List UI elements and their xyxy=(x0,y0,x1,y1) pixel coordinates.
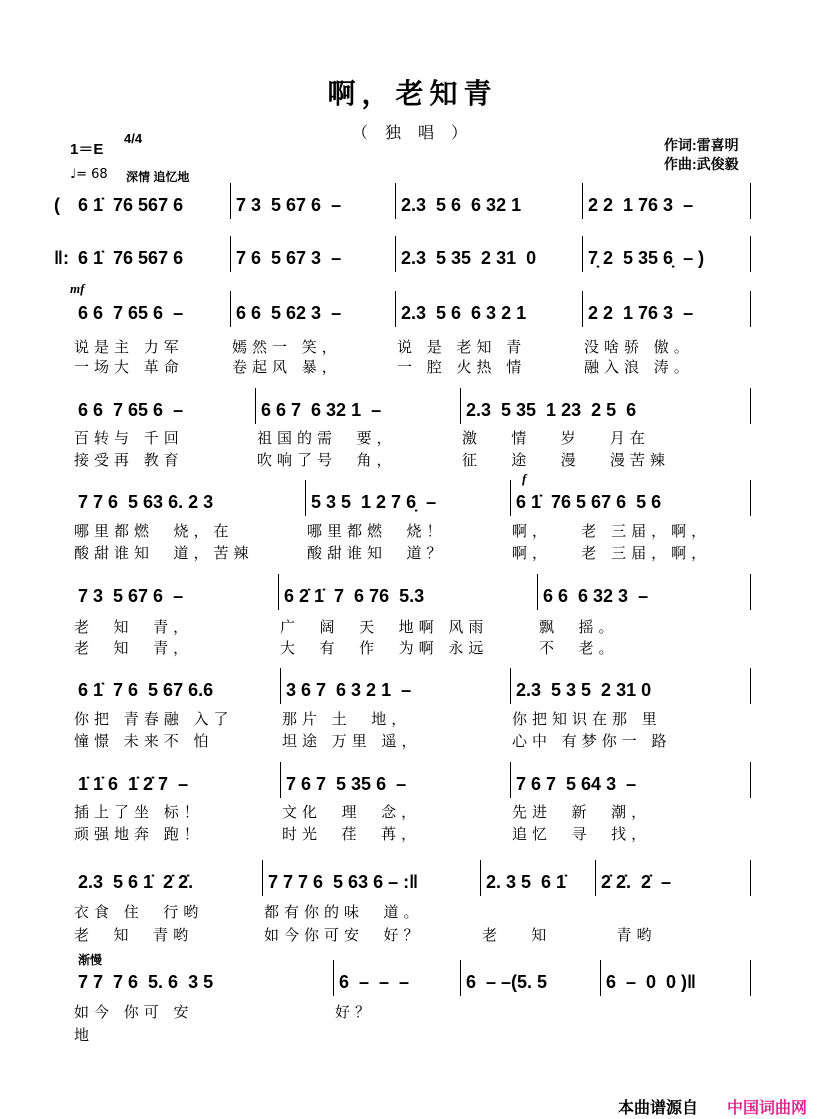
barline xyxy=(750,183,751,219)
barline xyxy=(750,960,751,996)
measure: 2. 3 5 6 1̇ xyxy=(486,872,567,892)
notation-system xyxy=(0,398,825,422)
notation-system xyxy=(0,301,825,325)
measure: 2.3 5 6 6 3 2 1 xyxy=(401,303,527,323)
measure: 7̣ 2 5 35 6̣ – ) xyxy=(588,248,705,268)
measure: 7 7 7 6 5. 6 3 5 xyxy=(78,972,214,992)
ritardando-marking: 渐慢 xyxy=(78,953,103,967)
barline xyxy=(480,860,481,896)
barline xyxy=(537,574,538,610)
measure: 6 6 7 65 6 – xyxy=(78,303,184,323)
lyric-segment: 吹响了号 角， xyxy=(257,451,397,469)
barline xyxy=(305,480,306,516)
site-name-link[interactable]: 中国词曲网 xyxy=(727,1098,808,1117)
measure: 6 1̇ 76 567 6 xyxy=(78,248,184,268)
key-signature: 1＝E xyxy=(70,141,104,158)
lyric-line xyxy=(0,731,825,751)
notation-system xyxy=(0,772,825,796)
barline xyxy=(582,291,583,327)
time-signature xyxy=(124,131,143,146)
lyric-line xyxy=(0,902,825,922)
measure: 6 1̇ 7 6 5 67 6.6 xyxy=(78,680,214,700)
lyric-segment: 飘 摇。 xyxy=(539,618,619,636)
tempo-marking: ♩= 68 xyxy=(70,167,108,182)
measure: 7 3 5 67 6 – xyxy=(236,195,342,215)
barline xyxy=(280,762,281,798)
lyric-segment: 追忆 寻 找， xyxy=(512,825,652,843)
barline xyxy=(262,860,263,896)
time-sig-text: 4/4 xyxy=(124,131,143,146)
barline xyxy=(395,183,396,219)
dynamic-mf: mf xyxy=(70,281,85,296)
lyric-segment: 先进 新 潮， xyxy=(512,803,652,821)
lyric-segment: 征 途 漫 漫苦辣 xyxy=(462,451,670,469)
lyric-segment: 没啥骄 傲。 xyxy=(584,338,694,356)
lyric-line xyxy=(0,450,825,470)
lyric-line xyxy=(0,543,825,563)
lyric-segment: 说 是 老知 青 xyxy=(397,338,527,356)
measure: 3 6 7 6 3 2 1 – xyxy=(286,680,412,700)
lyric-segment: 大 有 作 为啊 永远 xyxy=(280,639,489,657)
lyric-segment: 酸甜谁知 道，苦辣 xyxy=(74,544,254,562)
lyric-segment: 不 老。 xyxy=(539,639,619,657)
barline xyxy=(460,388,461,424)
lyric-segment: 心中 有梦你一 路 xyxy=(512,732,672,750)
lyric-line xyxy=(0,802,825,822)
barline xyxy=(230,183,231,219)
lyricist-credit: 作词:雷喜明 xyxy=(664,137,739,153)
lyric-line xyxy=(0,617,825,637)
lyric-segment: 你把 青春融 入了 xyxy=(74,710,234,728)
lyric-line xyxy=(0,709,825,729)
lyric-segment: 文化 理 念， xyxy=(282,803,422,821)
lyric-segment: 时光 荏 苒， xyxy=(282,825,422,843)
measure: 6 1̇ 76 567 6 xyxy=(78,195,184,215)
lyric-segment: 老 知 青哟 xyxy=(74,926,194,944)
lyric-segment: 好？ xyxy=(335,1003,376,1021)
measure: 2.3 5 3 5 2 31 0 xyxy=(516,680,652,700)
barline xyxy=(750,762,751,798)
lyric-segment: 百转与 千回 xyxy=(74,429,184,447)
measure: 2 2 1 76 3 – xyxy=(588,303,694,323)
barline xyxy=(750,574,751,610)
measure: 7 6 7 5 64 3 – xyxy=(516,774,637,794)
notation-system xyxy=(0,246,825,270)
measure: 1̇ 1̇ 6 1̇ 2̇ 7 – xyxy=(78,774,189,794)
measure: 6 6 7 6 32 1 – xyxy=(261,400,382,420)
lyric-line xyxy=(0,1002,825,1022)
lyric-segment: 你把知识在那 里 xyxy=(512,710,662,728)
barline xyxy=(278,574,279,610)
lyric-line xyxy=(0,638,825,658)
lyric-segment: 都有你的味 道。 xyxy=(264,903,424,921)
barline xyxy=(230,236,231,272)
lyric-segment: 说是主 力军 xyxy=(74,338,184,356)
barline xyxy=(230,291,231,327)
barline xyxy=(510,480,511,516)
system-prefix: ( xyxy=(54,195,60,215)
lyric-line xyxy=(0,521,825,541)
lyric-segment: 如今你可安 好？ xyxy=(264,926,424,944)
barline xyxy=(582,236,583,272)
lyric-segment: 广 阔 天 地啊 风雨 xyxy=(280,618,489,636)
dynamic-f: f xyxy=(522,471,527,486)
barline xyxy=(510,762,511,798)
notation-system xyxy=(0,970,825,994)
barline xyxy=(600,960,601,996)
lyric-segment: 一 腔 火热 情 xyxy=(397,358,527,376)
barline xyxy=(460,960,461,996)
lyric-line xyxy=(0,1025,825,1045)
barline xyxy=(750,388,751,424)
lyric-line xyxy=(0,824,825,844)
lyric-segment: 憧憬 未来不 怕 xyxy=(74,732,214,750)
lyric-line xyxy=(0,337,825,357)
lyric-segment: 哪里都燃 烧，在 xyxy=(74,522,234,540)
expression-marking: 深情 追忆地 xyxy=(126,170,190,184)
lyric-segment: 老 知 青， xyxy=(74,618,194,636)
lyric-segment: 地 xyxy=(74,1026,95,1044)
measure: 2̇ 2̇. 2̇ – xyxy=(601,872,672,892)
source-label: 本曲谱源自 xyxy=(618,1098,699,1117)
lyric-segment: 融入浪 涛。 xyxy=(584,358,694,376)
lyric-segment: 一场大 革命 xyxy=(74,358,184,376)
measure: 6 6 5 62 3 – xyxy=(236,303,342,323)
notation-system xyxy=(0,584,825,608)
lyric-line xyxy=(0,357,825,377)
measure: 2.3 5 35 2 31 0 xyxy=(401,248,537,268)
measure: 7 6 7 5 35 6 – xyxy=(286,774,407,794)
lyric-segment: 顽强地奔 跑！ xyxy=(74,825,204,843)
lyric-segment: 那片 土 地， xyxy=(282,710,412,728)
measure: 7 7 6 5 63 6. 2 3 xyxy=(78,492,214,512)
lyric-segment: 接受再 教育 xyxy=(74,451,184,469)
barline xyxy=(255,388,256,424)
barline xyxy=(595,860,596,896)
lyric-line xyxy=(0,925,825,945)
measure: 2.3 5 6 6 32 1 xyxy=(401,195,522,215)
lyric-segment: 祖国的需 要， xyxy=(257,429,397,447)
composer-credit: 作曲:武俊毅 xyxy=(664,156,739,172)
system-prefix: ‖: xyxy=(54,248,69,268)
barline xyxy=(395,291,396,327)
barline xyxy=(750,480,751,516)
barline xyxy=(750,860,751,896)
lyric-segment: 老 知 xyxy=(482,926,552,944)
measure: 5 3 5 1 2 7 6̣ – xyxy=(311,492,437,512)
lyric-segment: 插上了坐 标！ xyxy=(74,803,204,821)
barline xyxy=(395,236,396,272)
lyric-segment: 坦途 万里 遥， xyxy=(282,732,422,750)
lyric-segment: 老 知 青， xyxy=(74,639,194,657)
lyric-segment: 衣食 住 行哟 xyxy=(74,903,204,921)
barline xyxy=(333,960,334,996)
measure: 2.3 5 35 1 23 2 5 6 xyxy=(466,400,637,420)
lyric-segment: 酸甜谁知 道？ xyxy=(307,544,447,562)
measure: 2 2 1 76 3 – xyxy=(588,195,694,215)
measure: 2.3 5 6 1̇ 2̇ 2̇. xyxy=(78,872,194,892)
measure: 6 6 6 32 3 – xyxy=(543,586,649,606)
measure: 7 7 7 6 5 63 6 – :‖ xyxy=(268,872,419,892)
lyric-segment: 卷起风 暴， xyxy=(232,358,342,376)
measure: 6 – –(5. 5 xyxy=(466,972,548,992)
lyric-line xyxy=(0,428,825,448)
lyric-segment: 如今 你可 安 xyxy=(74,1003,194,1021)
lyric-segment: 嫣然一 笑， xyxy=(232,338,342,356)
measure: 6 6 7 65 6 – xyxy=(78,400,184,420)
barline xyxy=(280,668,281,704)
measure: 6 – – – xyxy=(339,972,410,992)
measure: 7 3 5 67 6 – xyxy=(78,586,184,606)
lyric-segment: 激 情 岁 月在 xyxy=(462,429,650,447)
measure: 6 2̇ 1̇ 7 6 76 5.3 xyxy=(284,586,425,606)
notation-system xyxy=(0,870,825,894)
barline xyxy=(582,183,583,219)
notation-system xyxy=(0,193,825,217)
notation-system xyxy=(0,490,825,514)
barline xyxy=(750,291,751,327)
measure: 6 1̇ 76 5 67 6 5 6 xyxy=(516,492,662,512)
lyric-segment: 哪里都燃 烧！ xyxy=(307,522,447,540)
lyric-segment: 啊， 老 三届，啊， xyxy=(512,544,712,562)
measure: 6 – 0 0 )‖ xyxy=(606,972,696,992)
lyric-segment: 啊， 老 三届，啊， xyxy=(512,522,712,540)
barline xyxy=(750,236,751,272)
lyric-segment: 青哟 xyxy=(597,926,657,944)
notation-system xyxy=(0,678,825,702)
barline xyxy=(750,668,751,704)
subtitle: （ 独 唱 ） xyxy=(351,123,474,142)
barline xyxy=(510,668,511,704)
song-title: 啊，老知青 xyxy=(327,77,498,110)
measure: 7 6 5 67 3 – xyxy=(236,248,342,268)
